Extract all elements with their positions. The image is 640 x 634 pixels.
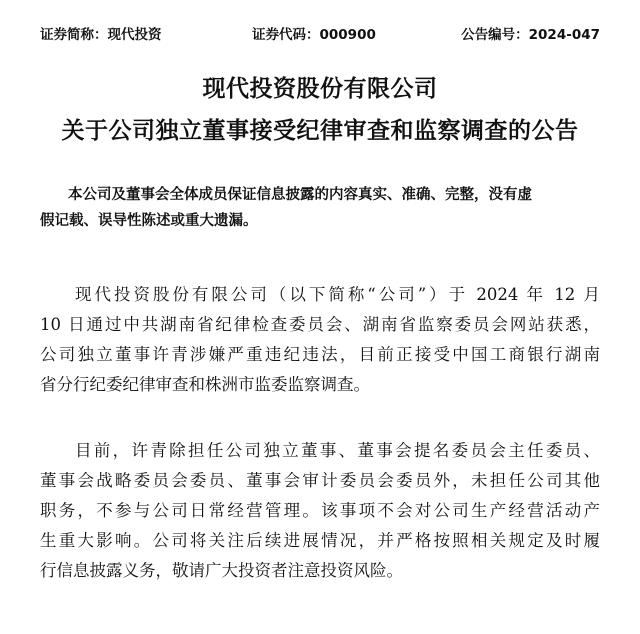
stock-code: 证券代码：000900 <box>252 27 376 43</box>
paragraph-line: 行信息披露义务，敬请广大投资者注意投资风险。 <box>40 561 403 580</box>
paragraph-line: 职务，不参与公司日常经营管理。该事项不会对公司生产经营活动产 <box>40 501 600 520</box>
stock-short-name: 证券简称：现代投资 <box>40 27 162 43</box>
body-paragraph-1 <box>40 280 600 400</box>
notice-line: 假记载、误导性陈述或重大遗漏。 <box>40 213 258 229</box>
paragraph-line: 目前，许青除担任公司独立董事、董事会提名委员会主任委员、 <box>75 441 600 460</box>
announcement-number: 公告编号：2024-047 <box>461 27 600 43</box>
paragraph-line: 公司独立董事许青涉嫌严重违纪违法，目前正接受中国工商银行湖南 <box>40 345 600 364</box>
paragraph-line: 现代投资股份有限公司（以下简称“公司”）于 2024 年 12 月 <box>75 285 600 304</box>
paragraph-line: 10 日通过中共湖南省纪律检查委员会、湖南省监察委员会网站获悉， <box>40 315 600 334</box>
announcement-title: 关于公司独立董事接受纪律审查和监察调查的公告 <box>61 118 579 144</box>
disclaimer-notice <box>40 182 600 234</box>
body-paragraph-2 <box>40 436 600 586</box>
company-title: 现代投资股份有限公司 <box>202 76 438 102</box>
announcement-header <box>40 24 600 46</box>
notice-line: 本公司及董事会全体成员保证信息披露的内容真实、准确、完整，没有虚 <box>68 187 532 203</box>
paragraph-line: 生重大影响。公司将关注后续进展情况，并严格按照相关规定及时履 <box>40 531 600 550</box>
paragraph-line: 省分行纪委纪律审查和株洲市监委监察调查。 <box>40 375 370 394</box>
paragraph-line: 董事会战略委员会委员、董事会审计委员会委员外，未担任公司其他 <box>40 471 600 490</box>
